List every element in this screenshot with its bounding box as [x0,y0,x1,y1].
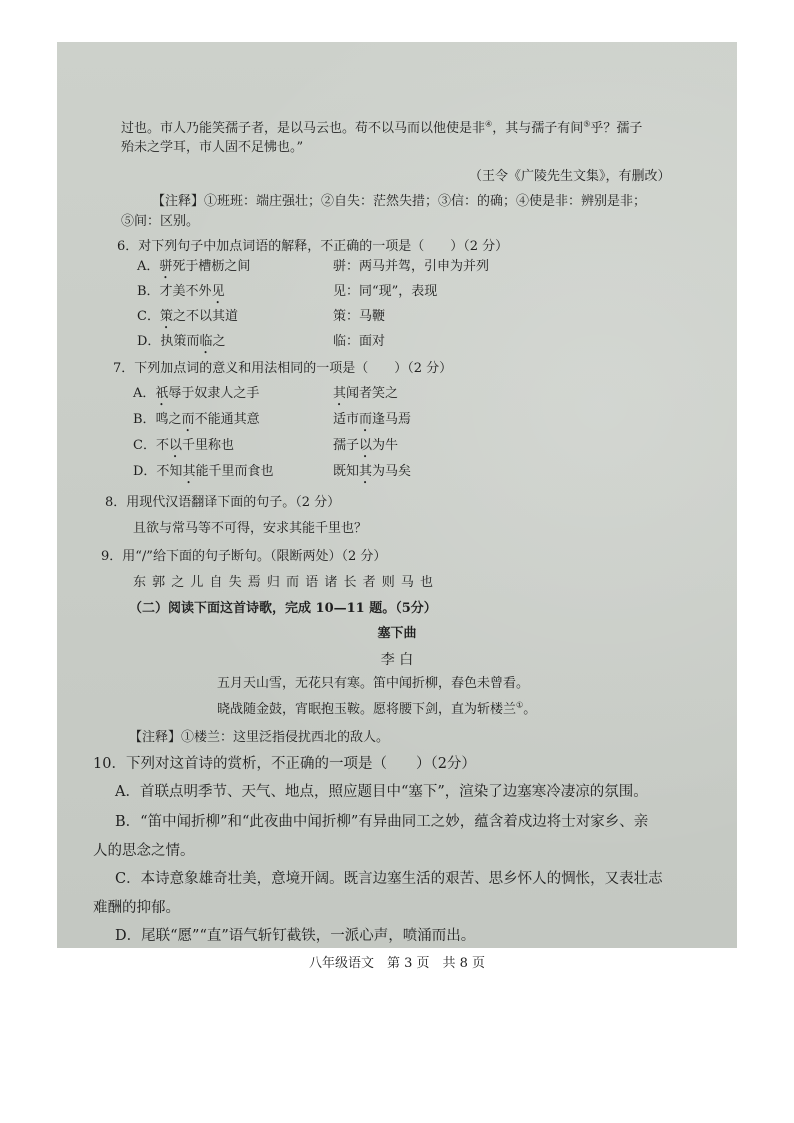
question-10-option-c-line-1: C．本诗意象雄奇壮美，意境开阔。既言边塞生活的艰苦、思乡怀人的惆怅，又表壮志 [115,871,663,887]
page-footer: 八年级语文 第 3 页 共 8 页 [308,956,486,971]
question-10-option-d: D．尾联“愿”“直”语气斩钉截铁，一派心声，喷涌而出。 [115,928,476,944]
question-10-option-c-line-2: 难酬的抑郁。 [93,900,180,916]
question-6-option-d: D．执策而临之 [137,334,226,349]
question-8-stem: 8．用现代汉语翻译下面的句子。（2 分） [105,495,341,510]
question-7-option-c: C．不以千里称也 [133,438,234,453]
question-7-compare-c: 孺子以为牛 [333,438,399,453]
question-6-stem: 6．对下列句子中加点词语的解释，不正确的一项是（ ）（2 分） [117,239,509,254]
question-9-sentence: 东 郭 之 儿 自 失 焉 归 而 语 诸 长 者 则 马 也 [133,575,434,590]
poem-line-2: 晓战随金鼓，宵眠抱玉鞍。愿将腰下剑，直为斩楼兰①。 [217,700,537,717]
poem-note: 【注释】①楼兰：这里泛指侵扰西北的敌人。 [129,730,390,745]
passage-line-2: 殆未之学耳，市人固不足怫也。” [121,140,304,155]
question-6-option-a: A．骈死于槽枥之间 [137,259,251,274]
question-7-compare-d: 既知其为马矣 [333,464,412,479]
question-6-gloss-c: 策：马鞭 [333,309,386,324]
exam-page-photo [57,42,737,971]
passage-line-1: 过也。市人乃能笑孺子者，是以马云也。苟不以马而以他使是非④，其与孺子有间⑤乎？孺子 [121,119,643,136]
question-7-stem: 7．下列加点词的意义和用法相同的一项是（ ）（2 分） [113,361,453,376]
passage-notes-line-2: ⑤间：区别。 [121,214,200,229]
poem-line-1: 五月天山雪，无花只有寒。笛中闻折柳，春色未曾看。 [217,676,530,691]
question-6-option-b: B．才美不外见 [137,284,225,299]
passage-source: （王令《广陵先生文集》，有删改） [469,169,671,184]
question-10-stem: 10．下列对这首诗的赏析，不正确的一项是（ ）（2分） [93,756,476,772]
question-8-sentence: 且欲与常马等不可得，安求其能千里也？ [133,521,368,536]
question-6-gloss-b: 见：同“现”，表现 [333,284,438,299]
question-10-option-b-line-2: 人的思念之情。 [93,843,195,859]
poem-author: 李 白 [380,652,414,668]
question-7-option-a: A．祇辱于奴隶人之手 [133,386,260,401]
poem-title: 塞下曲 [377,626,417,641]
question-9-stem: 9．用“/”给下面的句子断句。（限断两处）（2 分） [101,549,387,564]
question-10-option-b-line-1: B．“笛中闻折柳”和“此夜曲中闻折柳”有异曲同工之妙，蕴含着戍边将士对家乡、亲 [115,814,649,830]
question-7-compare-a: 其闻者笑之 [333,386,399,401]
passage-notes-line-1: 【注释】①班班：端庄强壮；②自失：茫然失措；③信：的确；④使是非：辨别是非； [152,194,647,209]
question-10-option-a: A．首联点明季节、天气、地点，照应题目中“塞下”，渲染了边塞寒冷凄凉的氛围。 [115,784,648,800]
question-6-gloss-d: 临：面对 [333,334,386,349]
question-7-compare-b: 适市而逢马焉 [333,412,412,427]
section-2-header: （二）阅读下面这首诗歌，完成 10—11 题。（5分） [129,601,437,616]
question-7-option-b: B．鸣之而不能通其意 [133,412,260,427]
question-6-gloss-a: 骈：两马并驾，引申为并列 [333,259,490,274]
question-7-option-d: D．不知其能千里而食也 [133,464,274,479]
question-6-option-c: C．策之不以其道 [137,309,238,324]
